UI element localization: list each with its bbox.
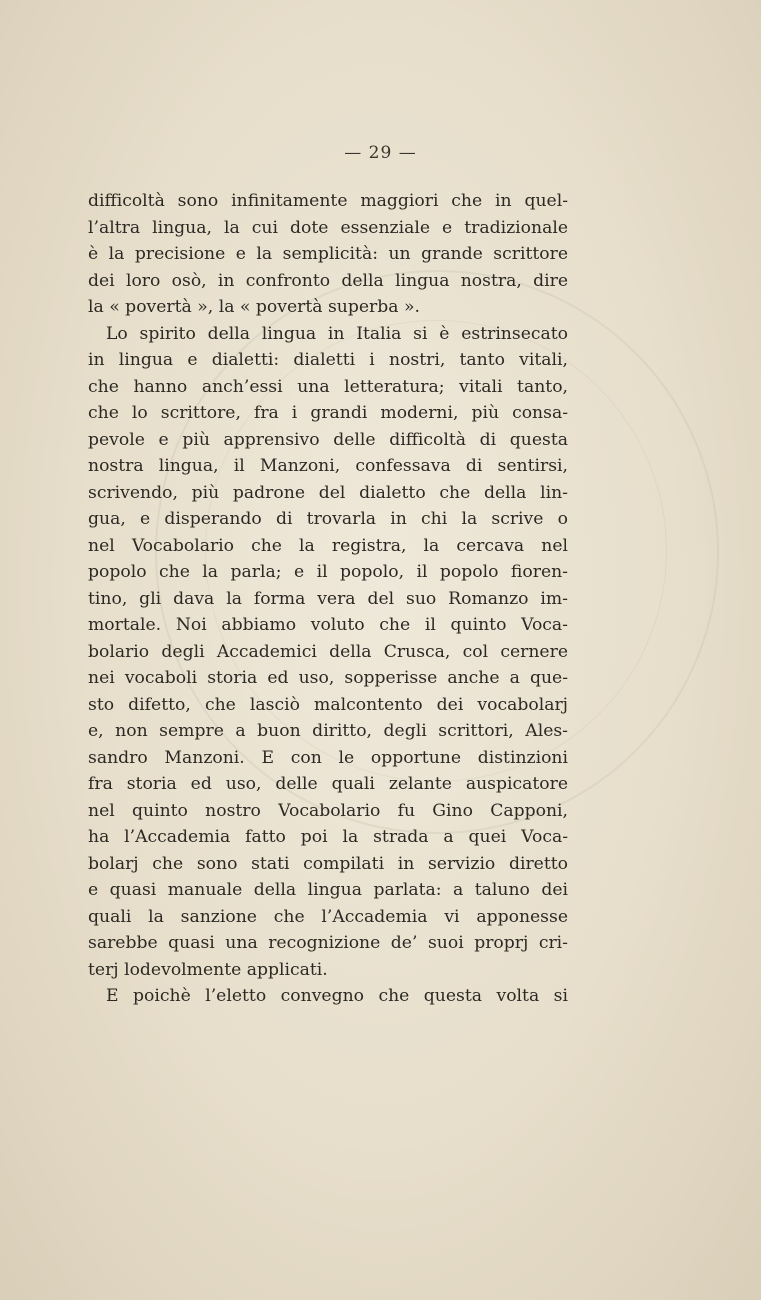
text-line: popolo che la parla; e il popolo, il popolo fioren- xyxy=(88,562,568,582)
text-line: la « povertà », la « povertà superba ». xyxy=(88,297,420,317)
text-line: nel quinto nostro Vocabolario fu Gino Capponi, xyxy=(88,800,568,821)
text-line: bolario degli Accademici della Crusca, col cernere xyxy=(88,641,568,662)
text-line: l’altra lingua, la cui dote essenziale e tradizionale xyxy=(88,217,568,238)
text-line: bolarj che sono stati compilati in servizio diretto xyxy=(88,853,568,874)
text-line: sandro Manzoni. E con le opportune distinzioni xyxy=(88,747,568,768)
text-line: nei vocaboli storia ed uso, sopperisse anche a que- xyxy=(88,668,568,688)
text-line: in lingua e dialetti: dialetti i nostri, tanto vitali, xyxy=(88,350,568,370)
text-line: nel Vocabolario che la registra, la cercava nel xyxy=(88,535,568,556)
text-line: che hanno anch’essi una letteratura; vitali tanto, xyxy=(88,376,568,397)
text-line: è la precisione e la semplicità: un grande scrittore xyxy=(88,244,568,264)
text-line: dei loro osò, in confronto della lingua nostra, dire xyxy=(88,270,568,291)
text-line: gua, e disperando di trovarla in chi la scrive o xyxy=(88,509,568,529)
text-line: nostra lingua, il Manzoni, confessava di sentirsi, xyxy=(88,456,568,476)
text-line: fra storia ed uso, delle quali zelante auspicatore xyxy=(88,774,568,794)
text-line: mortale. Noi abbiamo voluto che il quinto Voca- xyxy=(88,615,568,635)
text-line: terj lodevolmente applicati. xyxy=(88,959,328,980)
text-line: pevole e più apprensivo delle difficoltà di questa xyxy=(88,429,568,450)
text-line: quali la sanzione che l’Accademia vi apponesse xyxy=(88,906,568,927)
text-line: scrivendo, più padrone del dialetto che della lin- xyxy=(88,482,568,503)
text-line: e, non sempre a buon diritto, degli scrittori, Ales- xyxy=(88,721,568,741)
text-line: sto difetto, che lasciò malcontento dei vocabolarj xyxy=(88,694,568,715)
text-line: tino, gli dava la forma vera del suo Romanzo im- xyxy=(88,588,568,609)
text-line: sarebbe quasi una recognizione de’ suoi proprj cri- xyxy=(88,933,568,953)
text-line: difficoltà sono infinitamente maggiori che in quel- xyxy=(88,191,568,211)
text-line: e quasi manuale della lingua parlata: a taluno dei xyxy=(88,880,568,900)
text-line: Lo spirito della lingua in Italia si è estrinsecato xyxy=(106,323,568,344)
body-text xyxy=(88,188,568,1010)
page-number: — 29 — xyxy=(344,143,417,163)
text-line: E poichè l’eletto convegno che questa volta si xyxy=(106,986,568,1006)
text-line: ha l’Accademia fatto poi la strada a quei Voca- xyxy=(88,827,568,847)
text-line: che lo scrittore, fra i grandi moderni, più consa- xyxy=(88,403,568,423)
